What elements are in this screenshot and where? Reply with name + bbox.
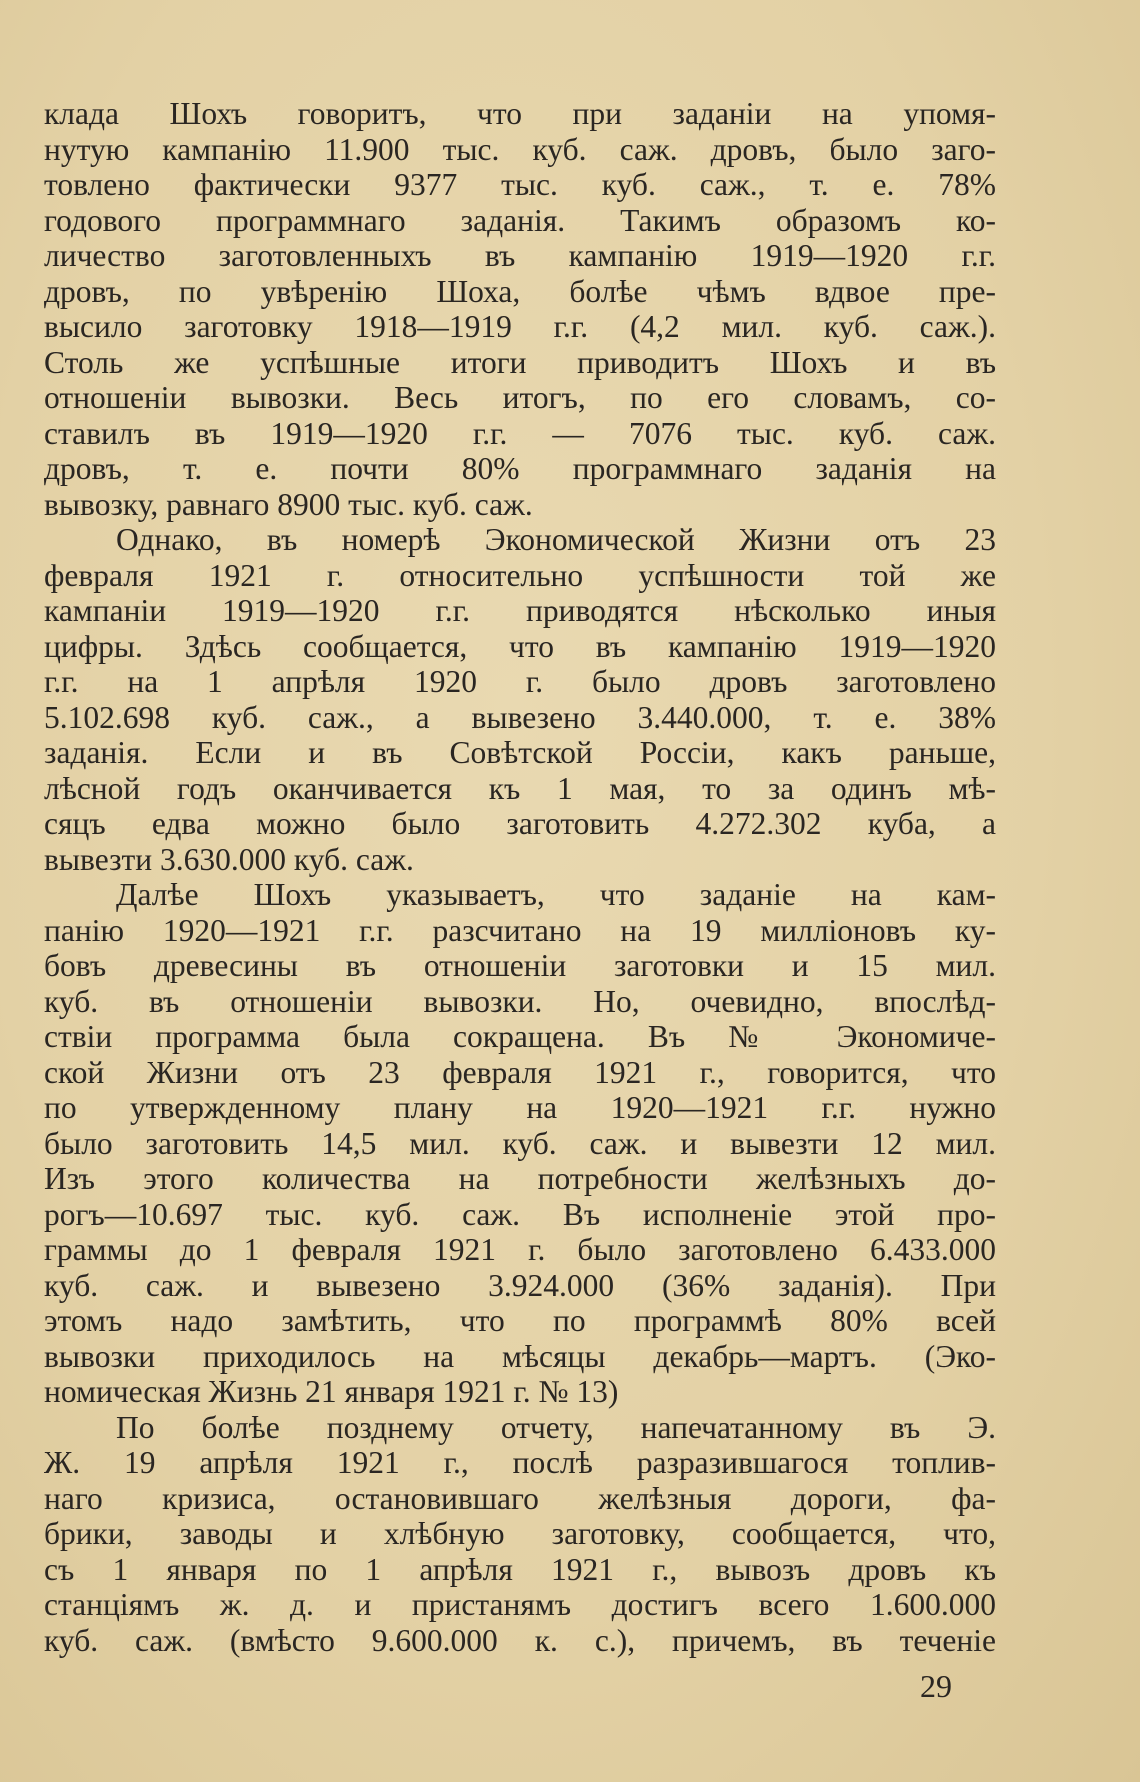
paragraph-4 bbox=[44, 1410, 996, 1659]
text-line: сяцъ едва можно было заготовить 4.272.302 куба, а bbox=[44, 806, 996, 841]
text-line: 5.102.698 куб. саж., а вывезено 3.440.000, т. е. 38% bbox=[44, 699, 996, 735]
text-line: Далѣе Шохъ указываетъ, что заданіе на кам- bbox=[116, 877, 996, 912]
text-line: заданія. Если и въ Совѣтской Россіи, какъ раньше, bbox=[44, 735, 996, 770]
text-line: ставилъ въ 1919—1920 г.г. — 7076 тыс. куб. саж. bbox=[44, 415, 996, 451]
text-line: нутую кампанію 11.900 тыс. куб. саж. дровъ, было заго- bbox=[44, 131, 996, 167]
paragraph-1 bbox=[44, 96, 996, 522]
paragraph-3 bbox=[44, 877, 996, 1410]
text-line: куб. саж. (вмѣсто 9.600.000 к. с.), причемъ, въ теченіе bbox=[44, 1622, 996, 1658]
text-line: цифры. Здѣсь сообщается, что въ кампанію 1919—1920 bbox=[44, 628, 996, 664]
text-line: наго кризиса, остановившаго желѣзныя дороги, фа- bbox=[44, 1480, 996, 1516]
text-line: вывезти 3.630.000 куб. саж. bbox=[44, 841, 414, 877]
text-line: клада Шохъ говоритъ, что при заданіи на упомя- bbox=[44, 96, 996, 131]
text-line: дровъ, по увѣренію Шоха, болѣе чѣмъ вдвое пре- bbox=[44, 273, 996, 309]
text-line: Однако, въ номерѣ Экономической Жизни отъ 23 bbox=[116, 522, 996, 557]
text-line: товлено фактически 9377 тыс. куб. саж., т. е. 78% bbox=[44, 167, 996, 202]
text-line: куб. въ отношеніи вывозки. Но, очевидно, впослѣд- bbox=[44, 983, 996, 1019]
text-line: рогъ—10.697 тыс. куб. саж. Въ исполненіе этой про- bbox=[44, 1196, 996, 1232]
text-line: отношеніи вывозки. Весь итогъ, по его словамъ, со- bbox=[44, 380, 996, 415]
text-line: по утвержденному плану на 1920—1921 г.г. нужно bbox=[44, 1090, 996, 1125]
text-line: этомъ надо замѣтить, что по программѣ 80% всей bbox=[44, 1303, 996, 1338]
text-line: высило заготовку 1918—1919 г.г. (4,2 мил. куб. саж.). bbox=[44, 309, 996, 344]
text-line: станціямъ ж. д. и пристанямъ достигъ всего 1.600.000 bbox=[44, 1587, 996, 1622]
text-line: февраля 1921 г. относительно успѣшности той же bbox=[44, 557, 996, 593]
text-line: ствіи программа была сокращена. Въ № Экономиче- bbox=[44, 1019, 996, 1054]
text-line: съ 1 января по 1 апрѣля 1921 г., вывозъ дровъ къ bbox=[44, 1551, 996, 1587]
text-line: Столь же успѣшные итоги приводитъ Шохъ и въ bbox=[44, 344, 996, 380]
body-text bbox=[44, 96, 996, 1658]
text-line: дровъ, т. е. почти 80% программнаго заданія на bbox=[44, 451, 996, 486]
text-line: личество заготовленныхъ въ кампанію 1919—1920 г.г. bbox=[44, 238, 996, 273]
text-line: вывозку, равнаго 8900 тыс. куб. саж. bbox=[44, 486, 533, 522]
text-line: бовъ древесины въ отношеніи заготовки и 15 мил. bbox=[44, 948, 996, 983]
text-line: вывозки приходилось на мѣсяцы декабрь—мартъ. (Эко- bbox=[44, 1338, 996, 1374]
page-number: 29 bbox=[920, 1668, 952, 1704]
text-line: годового программнаго заданія. Такимъ образомъ ко- bbox=[44, 202, 996, 238]
text-line: брики, заводы и хлѣбную заготовку, сообщается, что, bbox=[44, 1516, 996, 1551]
text-line: номическая Жизнь 21 января 1921 г. № 13) bbox=[44, 1374, 619, 1409]
text-line: панію 1920—1921 г.г. разсчитано на 19 милліоновъ ку- bbox=[44, 912, 996, 948]
text-line: г.г. на 1 апрѣля 1920 г. было дровъ заготовлено bbox=[44, 664, 996, 699]
text-line: лѣсной годъ оканчивается къ 1 мая, то за одинъ мѣ- bbox=[44, 770, 996, 806]
text-line: Ж. 19 апрѣля 1921 г., послѣ разразившагося топлив- bbox=[44, 1445, 996, 1480]
text-line: кампаніи 1919—1920 г.г. приводятся нѣсколько иныя bbox=[44, 593, 996, 628]
text-line: Изъ этого количества на потребности желѣзныхъ до- bbox=[44, 1161, 996, 1196]
text-line: куб. саж. и вывезено 3.924.000 (36% заданія). При bbox=[44, 1267, 996, 1303]
text-line: граммы до 1 февраля 1921 г. было заготовлено 6.433.000 bbox=[44, 1232, 996, 1267]
text-line: ской Жизни отъ 23 февраля 1921 г., говорится, что bbox=[44, 1054, 996, 1090]
paragraph-2 bbox=[44, 522, 996, 877]
text-line: По болѣе позднему отчету, напечатанному въ Э. bbox=[116, 1409, 996, 1445]
text-line: было заготовить 14,5 мил. куб. саж. и вывезти 12 мил. bbox=[44, 1125, 996, 1161]
